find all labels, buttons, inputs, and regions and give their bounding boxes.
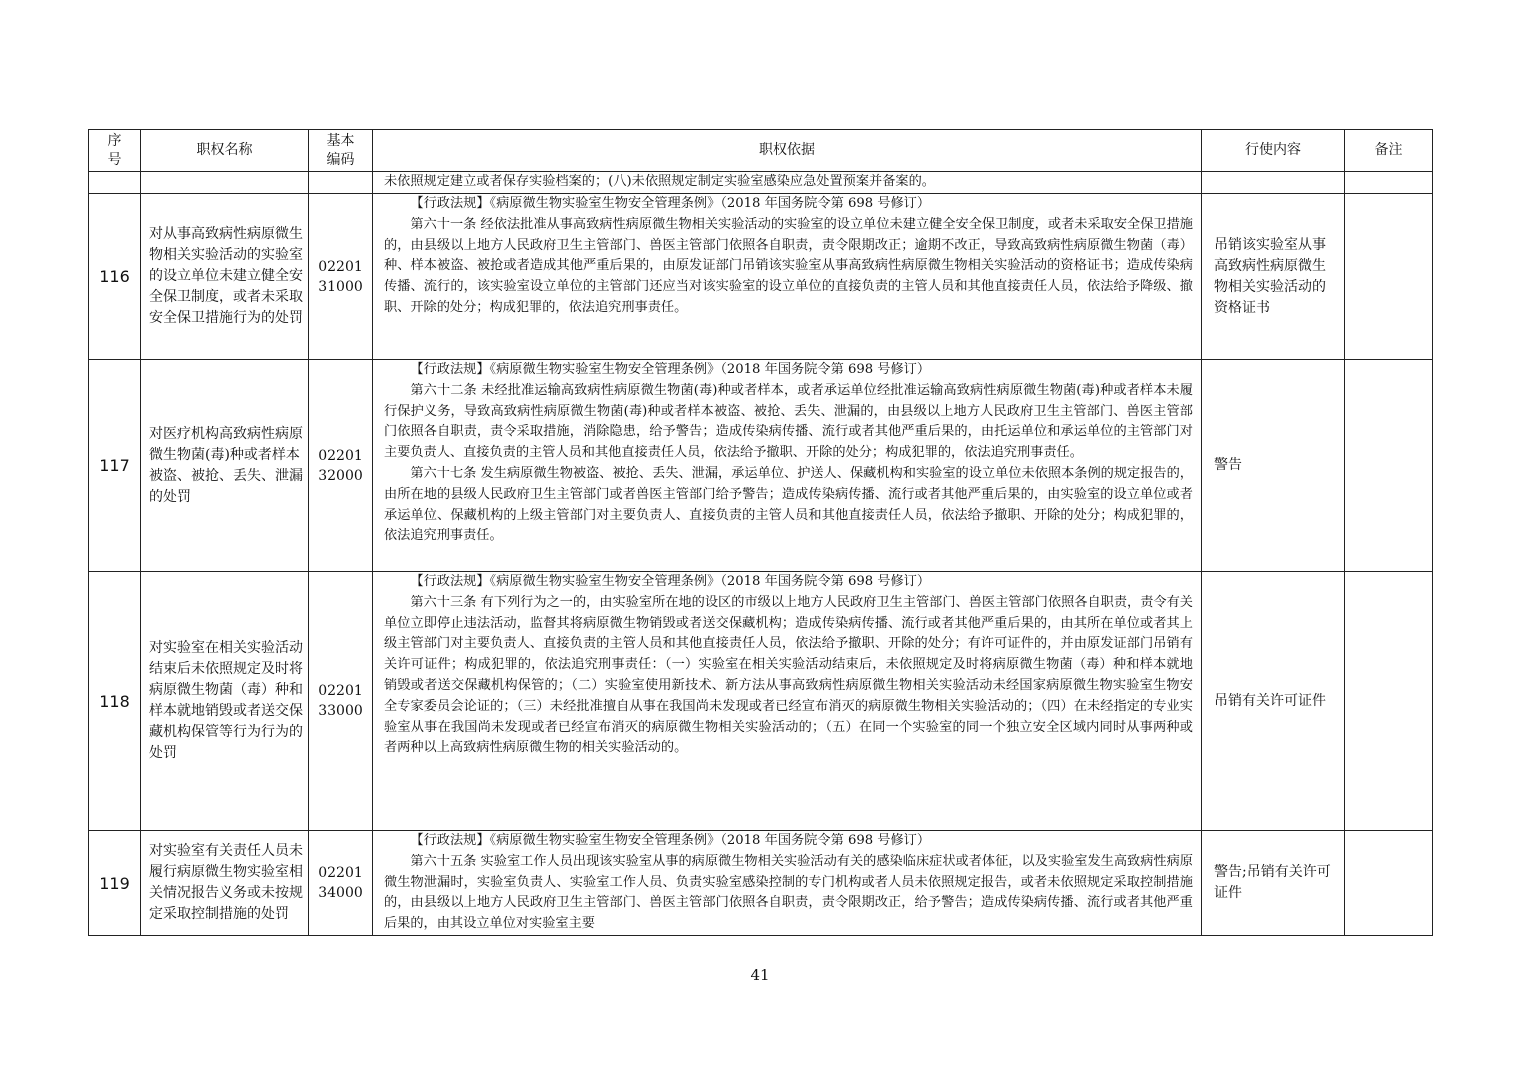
row-remark [1345, 194, 1433, 360]
row-remark [1345, 360, 1433, 572]
header-seq [89, 130, 141, 172]
header-remark: 备注 [1345, 130, 1433, 172]
row-code [309, 831, 373, 936]
header-exercise: 行使内容 [1202, 130, 1345, 172]
header-code-l2: 编码 [326, 151, 355, 168]
row-name: 对从事高致病性病原微生物相关实验活动的实验室的设立单位未建立健全安全保卫制度，或者未采取安全保卫措施行为的处罚 [141, 194, 309, 360]
basis-article: 第六十一条 经依法批准从事高致病性病原微生物相关实验活动的实验室的设立单位未建立健全安全保卫制度，或者未采取安全保卫措施的，由县级以上地方人民政府卫生主管部门、兽医主管部门依照各自职责，责令限期改正；逾期不改正，导致高致病性病原微生物菌（毒）种、样本被盗、被抢或者造成其他严重后果的，由原发证部门吊销该实验室从事高致病性病原微生物相关实验活动的资格证书；造成传染病传播、流行的，该实验室设立单位的主管部门还应当对该实验室的设立单位的直接负责的主管人员和其他直接责任人员，依法给予降级、撤职、开除的处分；构成犯罪的，依法追究刑事责任。 [384, 216, 1193, 315]
table-row [89, 831, 1433, 936]
row-code-value: 02201 33000 [318, 683, 363, 719]
row-basis [373, 831, 1202, 936]
basis-source: 【行政法规】《病原微生物实验室生物安全管理条例》（2018 年国务院令第 698 号修订） [410, 574, 931, 589]
basis-article: 第六十二条 未经批准运输高致病性病原微生物菌(毒)种或者样本，或者承运单位经批准运输高致病性病原微生物菌(毒)种或者样本未履行保护义务，导致高致病性病原微生物菌(毒)种或者样本被盗、被抢、丢失、泄漏的，由县级以上地方人民政府卫生主管部门、兽医主管部门依照各自职责，责令采取措施，消除隐患，给予警告；造成传染病传播、流行或者其他严重后果的，由托运单位和承运单位的主管部门对主要负责人、直接负责的主管人员和其他直接责任人员，依法给予撤职、开除的处分；构成犯罪的，依法追究刑事责任。 [384, 382, 1193, 461]
row-code-value: 02201 32000 [318, 447, 363, 484]
row-exercise: 警告 [1202, 360, 1345, 572]
header-name: 职权名称 [141, 130, 309, 172]
row-remark [1345, 572, 1433, 831]
basis-clip [384, 831, 1193, 935]
authority-table [88, 129, 1433, 936]
header-code [309, 130, 373, 172]
row-exercise: 吊销有关许可证件 [1202, 572, 1345, 831]
row-code [309, 360, 373, 572]
basis-article: 第六十七条 发生病原微生物被盗、被抢、丢失、泄漏，承运单位、护送人、保藏机构和实验室的设立单位未依照本条例的规定报告的，由所在地的县级人民政府卫生主管部门或者兽医主管部门给予警告；造成传染病传播、流行或者其他严重后果的，由实验室的设立单位或者承运单位、保藏机构的上级主管部门对主要负责人、直接负责的主管人员和其他直接责任人员，依法给予撤职、开除的处分；构成犯罪的，依法追究刑事责任。 [384, 465, 1193, 544]
row-code [309, 572, 373, 831]
row-seq: 118 [89, 572, 141, 831]
row-name: 对实验室有关责任人员未履行病原微生物实验室相关情况报告义务或未按规定采取控制措施的处罚 [141, 831, 309, 936]
row-exercise: 警告;吊销有关许可证件 [1202, 831, 1345, 936]
table-row [89, 360, 1433, 572]
row-basis [373, 572, 1202, 831]
basis-source: 【行政法规】《病原微生物实验室生物安全管理条例》（2018 年国务院令第 698 号修订） [410, 362, 931, 377]
row-code-value: 02201 34000 [318, 865, 363, 901]
row-seq: 116 [89, 194, 141, 360]
row-name: 对实验室在相关实验活动结束后未依照规定及时将病原微生物菌（毒）种和样本就地销毁或者送交保藏机构保管等行为行为的处罚 [141, 572, 309, 831]
row-seq: 117 [89, 360, 141, 572]
basis-source: 【行政法规】《病原微生物实验室生物安全管理条例》（2018 年国务院令第 698 号修订） [410, 196, 931, 211]
table-row [89, 194, 1433, 360]
basis-source: 【行政法规】《病原微生物实验室生物安全管理条例》（2018 年国务院令第 698 号修订） [410, 833, 931, 848]
table-row [89, 572, 1433, 831]
header-seq-l1: 序 [107, 132, 122, 149]
basis-article: 第六十五条 实验室工作人员出现该实验室从事的病原微生物相关实验活动有关的感染临床症状或者体征，以及实验室发生高致病性病原微生物泄漏时，实验室负责人、实验室工作人员、负责实验室感染控制的专门机构或者人员未依照规定报告，或者未依照规定采取控制措施的，由县级以上地方人民政府卫生主管部门、兽医主管部门依照各自职责，责令限期改正，给予警告；造成传染病传播、流行或者其他严重后果的，由其设立单位对实验室主要 [384, 853, 1193, 932]
basis-article: 第六十三条 有下列行为之一的，由实验室所在地的设区的市级以上地方人民政府卫生主管部门、兽医主管部门依照各自职责，责令有关单位立即停止违法活动，监督其将病原微生物销毁或者送交保藏机构；造成传染病传播、流行或者其他严重后果的，由其所在单位或者其上级主管部门对主要负责人、直接负责的主管人员和其他直接责任人员，依法给予撤职、开除的处分；有许可证件的，并由原发证部门吊销有关许可证件；构成犯罪的，依法追究刑事责任：（一）实验室在相关实验活动结束后，未依照规定及时将病原微生物菌（毒）种和样本就地销毁或者送交保藏机构保管的；（二）实验室使用新技术、新方法从事高致病性病原微生物相关实验活动未经国家病原微生物实验室生物安全专家委员会论证的；（三）未经批准擅自从事在我国尚未发现或者已经宣布消灭的病原微生物相关实验活动的；（四）在未经指定的专业实验室从事在我国尚未发现或者已经宣布消灭的病原微生物相关实验活动的；（五）在同一个实验室的同一个独立安全区域内同时从事两种或者两种以上高致病性病原微生物的相关实验活动的。 [384, 594, 1193, 756]
header-code-l1: 基本 [326, 132, 355, 149]
row-code [309, 194, 373, 360]
page-number: 41 [750, 966, 770, 984]
header-seq-l2: 号 [107, 151, 122, 168]
table-header-row [89, 130, 1433, 172]
row-code-value: 02201 31000 [318, 258, 363, 295]
row-basis [373, 194, 1202, 360]
row-remark [1345, 831, 1433, 936]
row-exercise: 吊销该实验室从事高致病性病原微生物相关实验活动的资格证书 [1202, 194, 1345, 360]
row-name: 对医疗机构高致病性病原微生物菌(毒)种或者样本被盗、被抢、丢失、泄漏的处罚 [141, 360, 309, 572]
header-basis: 职权依据 [373, 130, 1202, 172]
table-row-continuation [89, 172, 1433, 194]
row-basis [373, 360, 1202, 572]
row-seq: 119 [89, 831, 141, 936]
continuation-text: 未依照规定建立或者保存实验档案的；(八)未依照规定制定实验室感染应急处置预案并备案的。 [373, 172, 1202, 194]
